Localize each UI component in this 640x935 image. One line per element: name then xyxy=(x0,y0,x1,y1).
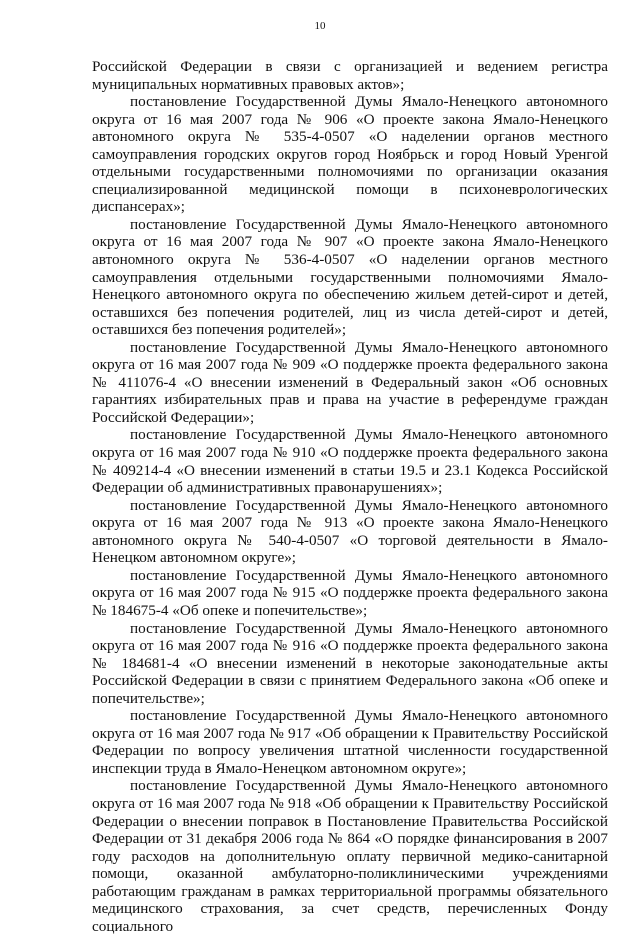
paragraph-resolution-907: постановление Государственной Думы Ямало-Ненецкого автономного округа от 16 мая 2007 года № 907 «О проекте закона Ямало-Ненецкого автономного округа № 536-4-0507 «О наделении органов местного самоуправления отдельными государственными полномочиями Ямало-Ненецкого автономного округа по обеспечению жильем детей-сирот и детей, оставшихся без попечения родителей, лиц из числа детей-сирот и детей, оставшихся без попечения родителей»; xyxy=(92,215,608,339)
paragraph-resolution-913: постановление Государственной Думы Ямало-Ненецкого автономного округа от 16 мая 2007 года № 913 «О проекте закона Ямало-Ненецкого автономного округа № 540-4-0507 «О торговой деятельности в Ямало-Ненецком автономном округе»; xyxy=(92,496,608,567)
paragraph-resolution-916: постановление Государственной Думы Ямало-Ненецкого автономного округа от 16 мая 2007 года № 916 «О поддержке проекта федерального закона № 184681-4 «О внесении изменений в некоторые законодательные акты Российской Федерации в связи с принятием Федерального закона «Об опеке и попечительстве»; xyxy=(92,619,608,707)
paragraph-resolution-917: постановление Государственной Думы Ямало-Ненецкого автономного округа от 16 мая 2007 года № 917 «Об обращении к Правительству Российской Федерации по вопросу увеличения штатной численности государственной инспекции труда в Ямало-Ненецком автономном округе»; xyxy=(92,707,608,777)
paragraph-resolution-910: постановление Государственной Думы Ямало-Ненецкого автономного округа от 16 мая 2007 года № 910 «О поддержке проекта федерального закона № 409214-4 «О внесении изменений в статьи 19.5 и 23.1 Кодекса Российской Федерации об административных правонарушениях»; xyxy=(92,426,608,497)
paragraph-resolution-909: постановление Государственной Думы Ямало-Ненецкого автономного округа от 16 мая 2007 года № 909 «О поддержке проекта федерального закона № 411076-4 «О внесении изменений в Федеральный закон «Об основных гарантиях избирательных прав и права на участие в референдуме граждан Российской Федерации»; xyxy=(92,338,608,426)
paragraph-continuation: Российской Федерации в связи с организацией и ведением регистра муниципальных нормативных правовых актов»; xyxy=(92,58,608,93)
paragraph-resolution-918: постановление Государственной Думы Ямало-Ненецкого автономного округа от 16 мая 2007 года № 918 «Об обращении к Правительству Российской Федерации о внесении поправок в Постановление Правительства Российской Федерации от 31 декабря 2006 года № 864 «О порядке финансирования в 2007 году расходов на дополнительную оплату первичной медико-санитарной помощи, оказанной амбулаторно-поликлиническими учреждениями работающим гражданам в рамках территориальной программы обязательного медицинского страхования, за счет средств, перечисленных Фонду социального xyxy=(92,777,608,935)
paragraph-resolution-906: постановление Государственной Думы Ямало-Ненецкого автономного округа от 16 мая 2007 года № 906 «О проекте закона Ямало-Ненецкого автономного округа № 535-4-0507 «О наделении органов местного самоуправления городских округов город Ноябрьск и город Новый Уренгой отдельными государственными полномочиями по организации оказания специализированной медицинской помощи в психоневрологических диспансерах»; xyxy=(92,93,608,216)
document-body xyxy=(92,58,608,935)
paragraph-resolution-915: постановление Государственной Думы Ямало-Ненецкого автономного округа от 16 мая 2007 года № 915 «О поддержке проекта федерального закона № 184675-4 «Об опеке и попечительстве»; xyxy=(92,566,608,619)
page-number: 10 xyxy=(314,20,326,32)
